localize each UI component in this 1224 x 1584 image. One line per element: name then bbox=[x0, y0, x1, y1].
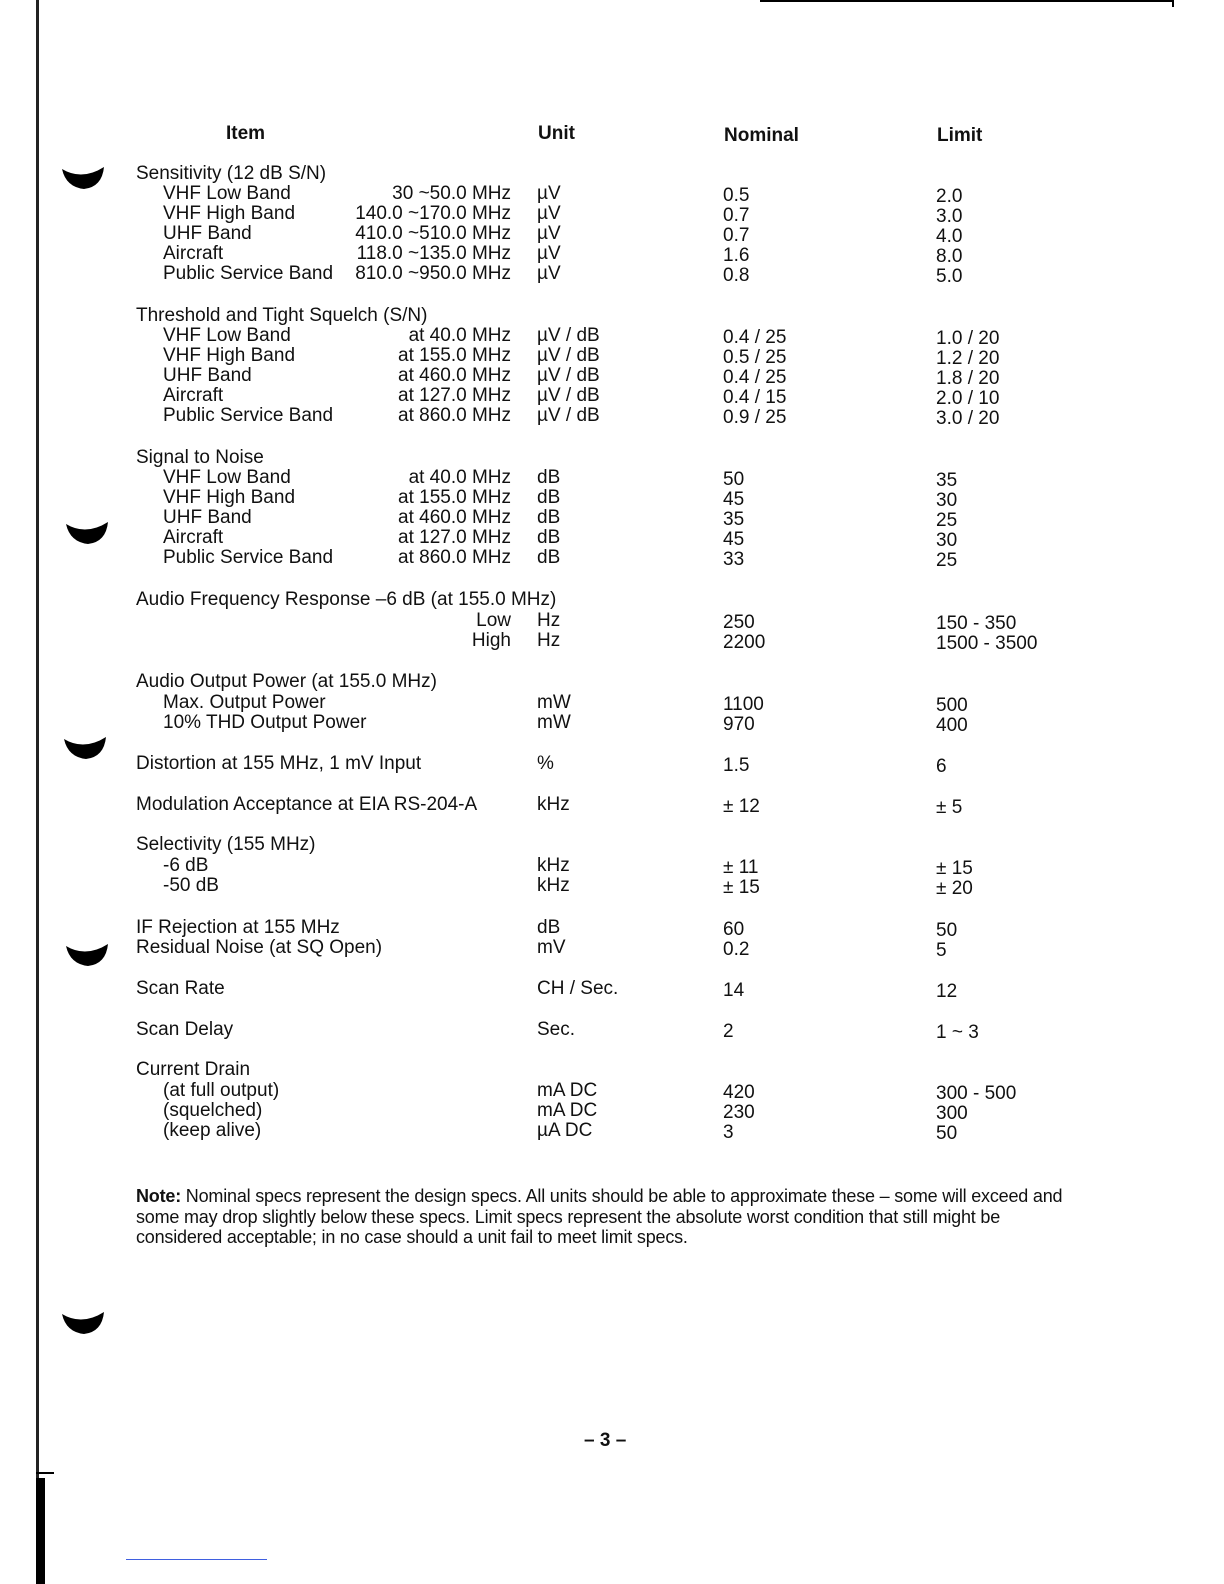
spec-sub-item: Aircraft bbox=[163, 527, 224, 548]
punch-hole-icon bbox=[64, 940, 110, 968]
spec-unit: Sec. bbox=[537, 1019, 576, 1040]
spec-sub-item: VHF High Band bbox=[163, 487, 296, 508]
spec-nominal: 1100 bbox=[723, 694, 764, 715]
spec-limit: 50 bbox=[936, 920, 958, 941]
spec-nominal: 0.5 bbox=[723, 185, 750, 206]
punch-hole-icon bbox=[64, 518, 110, 546]
spec-limit: 1500 - 3500 bbox=[936, 633, 1038, 654]
spec-frequency: at 860.0 MHz bbox=[398, 547, 511, 568]
spec-limit: 5 bbox=[936, 940, 947, 961]
spec-item: Threshold and Tight Squelch (S/N) bbox=[136, 305, 428, 326]
header-unit: Unit bbox=[538, 123, 575, 144]
spec-nominal: 60 bbox=[723, 919, 745, 940]
scan-left-edge-thick bbox=[36, 1478, 45, 1584]
spec-nominal: 0.5 / 25 bbox=[723, 347, 787, 368]
spec-unit: µV bbox=[537, 243, 561, 264]
spec-unit: mW bbox=[537, 712, 571, 733]
spec-unit: CH / Sec. bbox=[537, 978, 619, 999]
spec-frequency: 140.0 ~170.0 MHz bbox=[355, 203, 511, 224]
spec-nominal: 50 bbox=[723, 469, 745, 490]
spec-nominal: ± 15 bbox=[723, 877, 760, 898]
spec-sub-item: UHF Band bbox=[163, 365, 252, 386]
spec-sub-item: (squelched) bbox=[163, 1100, 263, 1121]
spec-unit: µV / dB bbox=[537, 405, 600, 426]
punch-hole-icon bbox=[60, 1308, 106, 1336]
spec-nominal: 0.4 / 15 bbox=[723, 387, 787, 408]
spec-frequency: at 155.0 MHz bbox=[398, 487, 511, 508]
spec-limit: 2.0 / 10 bbox=[936, 388, 1000, 409]
note-text: Nominal specs represent the design specs. All units should be able to approximate these – some will exceed and some may drop slightly below these specs. Limit specs represent the absolute worst condition that still might be considered acceptable; in no case should a unit fail to meet limit specs. bbox=[136, 1186, 1063, 1247]
header-nominal: Nominal bbox=[724, 125, 799, 146]
spec-frequency: at 127.0 MHz bbox=[398, 527, 511, 548]
spec-limit: 4.0 bbox=[936, 226, 963, 247]
spec-unit: µA DC bbox=[537, 1120, 593, 1141]
spec-frequency: 30 ~50.0 MHz bbox=[392, 183, 511, 204]
spec-limit: 6 bbox=[936, 756, 947, 777]
spec-item: Scan Rate bbox=[136, 978, 225, 999]
spec-limit: ± 5 bbox=[936, 797, 963, 818]
spec-nominal: 0.9 / 25 bbox=[723, 407, 787, 428]
spec-limit: ± 20 bbox=[936, 878, 973, 899]
spec-unit: µV / dB bbox=[537, 345, 600, 366]
spec-nominal: 0.4 / 25 bbox=[723, 367, 787, 388]
spec-limit: 150 - 350 bbox=[936, 613, 1017, 634]
spec-unit: µV bbox=[537, 183, 561, 204]
spec-sub-item: (at full output) bbox=[163, 1080, 280, 1101]
spec-unit: µV bbox=[537, 203, 561, 224]
spec-nominal: ± 11 bbox=[723, 857, 759, 878]
spec-sub-item: VHF Low Band bbox=[163, 467, 291, 488]
spec-sub-item: -50 dB bbox=[163, 875, 219, 896]
spec-limit: 50 bbox=[936, 1123, 958, 1144]
punch-hole-icon bbox=[60, 163, 106, 191]
spec-limit: ± 15 bbox=[936, 858, 973, 879]
spec-nominal: 0.2 bbox=[723, 939, 750, 960]
spec-nominal: 970 bbox=[723, 714, 755, 735]
spec-nominal: 0.7 bbox=[723, 205, 750, 226]
spec-unit: µV bbox=[537, 263, 561, 284]
spec-limit: 1.8 / 20 bbox=[936, 368, 1000, 389]
spec-unit: mW bbox=[537, 692, 571, 713]
spec-unit: dB bbox=[537, 467, 561, 488]
spec-nominal: 1.5 bbox=[723, 755, 750, 776]
spec-nominal: 420 bbox=[723, 1082, 755, 1103]
spec-unit: dB bbox=[537, 547, 561, 568]
scan-left-tick bbox=[36, 1472, 54, 1474]
spec-item: Modulation Acceptance at EIA RS-204-A bbox=[136, 794, 478, 815]
spec-nominal: 33 bbox=[723, 549, 745, 570]
spec-item: Selectivity (155 MHz) bbox=[136, 834, 316, 855]
spec-nominal: 14 bbox=[723, 980, 745, 1001]
spec-sub-item: UHF Band bbox=[163, 507, 252, 528]
scan-top-rule-end bbox=[1172, 0, 1174, 7]
spec-sub-item: Aircraft bbox=[163, 243, 224, 264]
spec-unit: mV bbox=[537, 937, 566, 958]
spec-frequency: 118.0 ~135.0 MHz bbox=[356, 243, 511, 264]
spec-limit: 1.2 / 20 bbox=[936, 348, 1000, 369]
spec-unit: µV / dB bbox=[537, 325, 600, 346]
spec-nominal: 1.6 bbox=[723, 245, 750, 266]
spec-sub-item: VHF High Band bbox=[163, 203, 296, 224]
spec-sub-item: Max. Output Power bbox=[163, 692, 326, 713]
spec-unit: mA DC bbox=[537, 1100, 598, 1121]
spec-nominal: 0.4 / 25 bbox=[723, 327, 787, 348]
spec-sub-item: Public Service Band bbox=[163, 547, 334, 568]
note-lead: Note: bbox=[136, 1186, 181, 1206]
spec-unit: µV / dB bbox=[537, 385, 600, 406]
spec-unit: kHz bbox=[537, 855, 570, 876]
spec-item: Audio Frequency Response –6 dB (at 155.0 MHz) bbox=[136, 589, 557, 610]
spec-sub-item: Public Service Band bbox=[163, 405, 334, 426]
spec-limit: 2.0 bbox=[936, 186, 963, 207]
spec-limit: 5.0 bbox=[936, 266, 963, 287]
spec-sub-item: 10% THD Output Power bbox=[163, 712, 367, 733]
scan-bottom-line bbox=[126, 1559, 267, 1560]
spec-nominal: 0.8 bbox=[723, 265, 750, 286]
spec-limit: 3.0 bbox=[936, 206, 963, 227]
scan-top-rule bbox=[760, 0, 1174, 2]
spec-limit: 400 bbox=[936, 715, 968, 736]
spec-item: IF Rejection at 155 MHz bbox=[136, 917, 340, 938]
spec-frequency: at 460.0 MHz bbox=[398, 365, 511, 386]
spec-frequency: 810.0 ~950.0 MHz bbox=[355, 263, 511, 284]
note-paragraph bbox=[136, 1186, 1076, 1248]
spec-sub-item: -6 dB bbox=[163, 855, 209, 876]
spec-nominal: 2200 bbox=[723, 632, 766, 653]
spec-frequency: at 40.0 MHz bbox=[408, 325, 511, 346]
spec-sub-item: VHF High Band bbox=[163, 345, 296, 366]
spec-unit: mA DC bbox=[537, 1080, 598, 1101]
spec-unit: dB bbox=[537, 917, 561, 938]
spec-sub-item: VHF Low Band bbox=[163, 325, 291, 346]
spec-item: Audio Output Power (at 155.0 MHz) bbox=[136, 671, 437, 692]
page-number: – 3 – bbox=[584, 1430, 627, 1451]
spec-frequency: High bbox=[471, 630, 511, 651]
spec-nominal: 250 bbox=[723, 612, 755, 633]
spec-unit: Hz bbox=[537, 630, 561, 651]
spec-item: Distortion at 155 MHz, 1 mV Input bbox=[136, 753, 422, 774]
spec-nominal: 0.7 bbox=[723, 225, 750, 246]
spec-nominal: 45 bbox=[723, 489, 745, 510]
spec-sub-item: (keep alive) bbox=[163, 1120, 262, 1141]
spec-limit: 25 bbox=[936, 550, 958, 571]
spec-unit: µV bbox=[537, 223, 561, 244]
spec-limit: 35 bbox=[936, 470, 958, 491]
spec-limit: 8.0 bbox=[936, 246, 963, 267]
spec-sub-item: Aircraft bbox=[163, 385, 224, 406]
spec-item: Signal to Noise bbox=[136, 447, 264, 468]
spec-frequency: at 127.0 MHz bbox=[398, 385, 511, 406]
spec-unit: µV / dB bbox=[537, 365, 600, 386]
spec-limit: 500 bbox=[936, 695, 968, 716]
header-item: Item bbox=[226, 123, 266, 144]
spec-limit: 1 ~ 3 bbox=[936, 1022, 979, 1043]
spec-frequency: 410.0 ~510.0 MHz bbox=[355, 223, 511, 244]
spec-sub-item: VHF Low Band bbox=[163, 183, 291, 204]
spec-limit: 25 bbox=[936, 510, 958, 531]
spec-unit: kHz bbox=[537, 794, 570, 815]
spec-limit: 300 bbox=[936, 1103, 968, 1124]
spec-frequency: at 155.0 MHz bbox=[398, 345, 511, 366]
spec-limit: 30 bbox=[936, 490, 958, 511]
punch-hole-icon bbox=[62, 733, 108, 761]
spec-unit: dB bbox=[537, 527, 561, 548]
spec-frequency: at 40.0 MHz bbox=[408, 467, 511, 488]
spec-nominal: 230 bbox=[723, 1102, 755, 1123]
spec-nominal: 3 bbox=[723, 1122, 734, 1143]
spec-unit: Hz bbox=[537, 610, 561, 631]
spec-nominal: 2 bbox=[723, 1021, 734, 1042]
spec-item: Scan Delay bbox=[136, 1019, 234, 1040]
spec-item: Sensitivity (12 dB S/N) bbox=[136, 163, 327, 184]
spec-limit: 30 bbox=[936, 530, 958, 551]
spec-item: Current Drain bbox=[136, 1059, 251, 1080]
spec-limit: 3.0 / 20 bbox=[936, 408, 1000, 429]
scan-left-edge bbox=[36, 0, 39, 1584]
spec-unit: dB bbox=[537, 487, 561, 508]
spec-nominal: 45 bbox=[723, 529, 745, 550]
spec-nominal: ± 12 bbox=[723, 796, 760, 817]
spec-sub-item: Public Service Band bbox=[163, 263, 334, 284]
spec-limit: 300 - 500 bbox=[936, 1083, 1017, 1104]
spec-nominal: 35 bbox=[723, 509, 745, 530]
spec-unit: % bbox=[537, 753, 554, 774]
spec-frequency: at 460.0 MHz bbox=[398, 507, 511, 528]
spec-unit: dB bbox=[537, 507, 561, 528]
header-limit: Limit bbox=[937, 125, 983, 146]
spec-frequency: at 860.0 MHz bbox=[398, 405, 511, 426]
spec-frequency: Low bbox=[476, 610, 511, 631]
spec-unit: kHz bbox=[537, 875, 570, 896]
spec-item: Residual Noise (at SQ Open) bbox=[136, 937, 383, 958]
spec-sub-item: UHF Band bbox=[163, 223, 252, 244]
spec-limit: 1.0 / 20 bbox=[936, 328, 1000, 349]
spec-limit: 12 bbox=[936, 981, 958, 1002]
